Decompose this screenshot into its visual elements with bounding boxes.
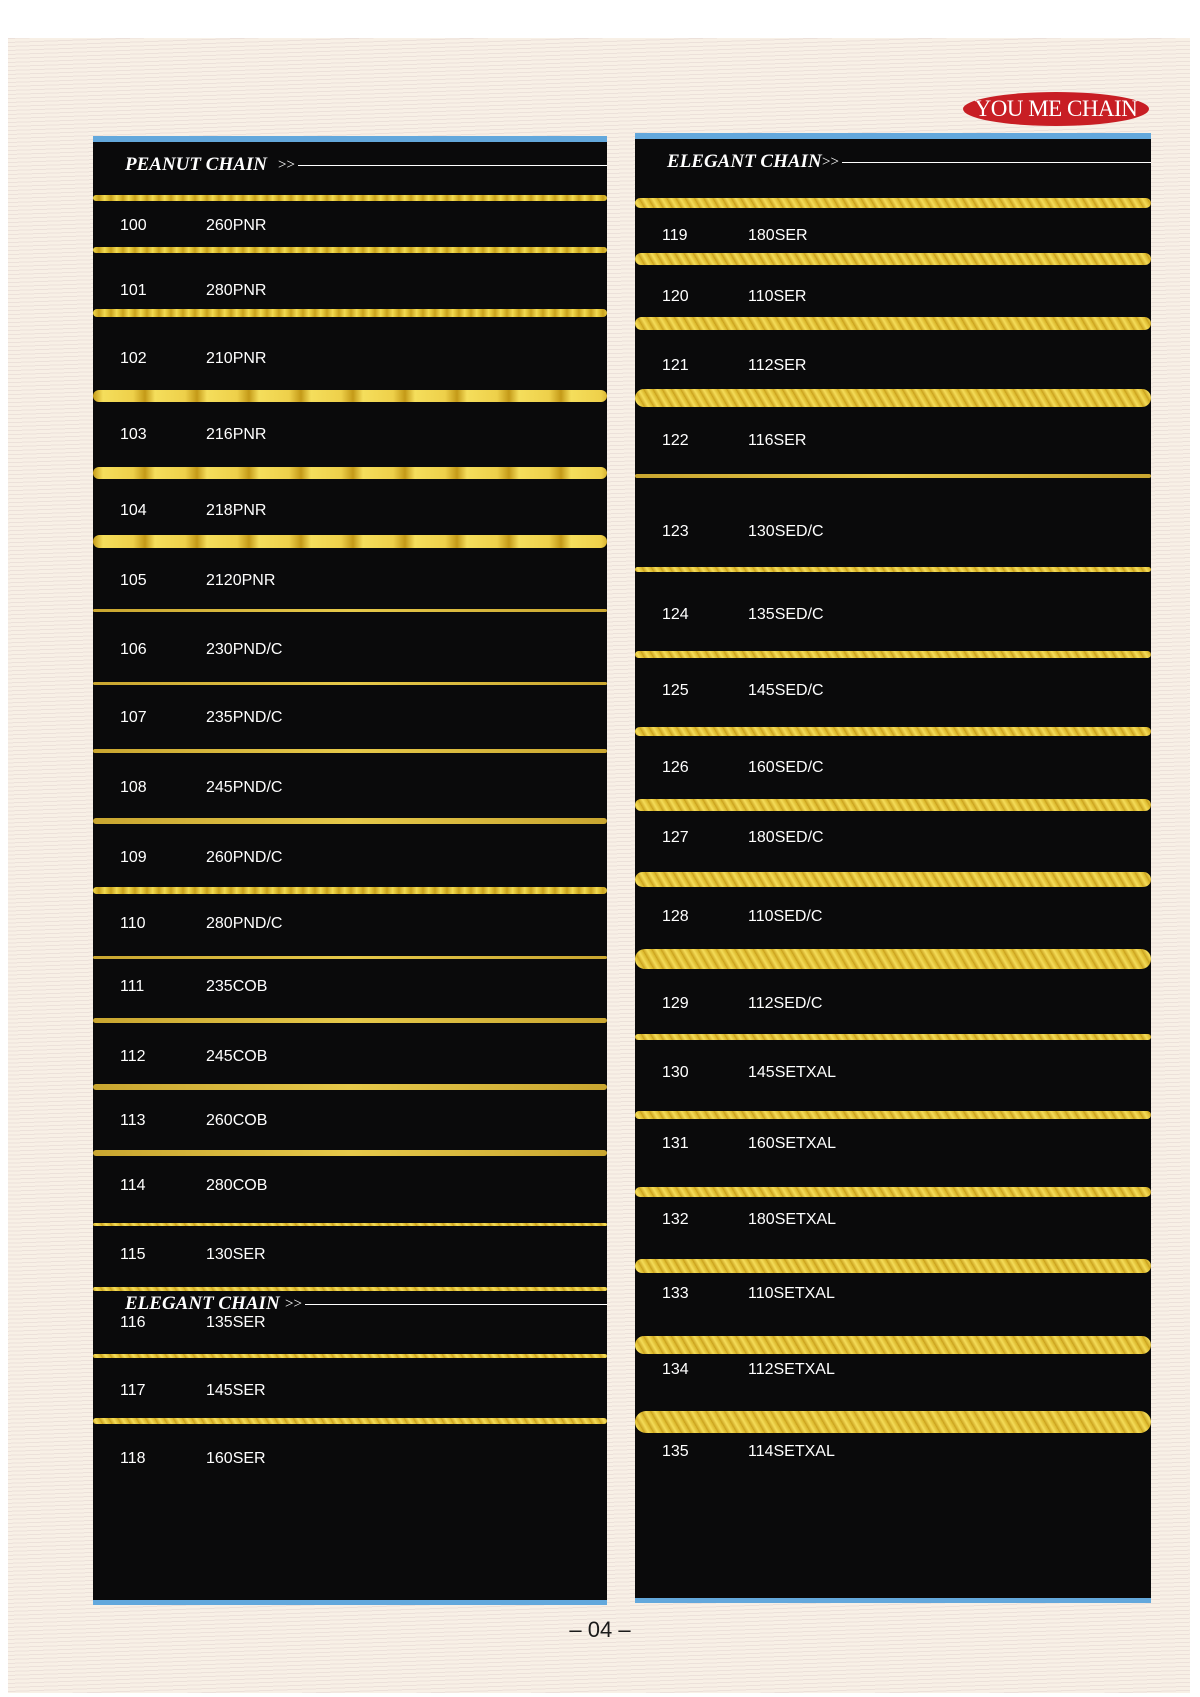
item-number: 100 (120, 217, 147, 234)
item-code: 218PNR (206, 502, 267, 519)
item-number: 103 (120, 426, 147, 443)
item-code: 110SETXAL (748, 1285, 835, 1302)
item-number: 124 (662, 606, 689, 623)
item-number: 134 (662, 1361, 689, 1378)
chain-item (93, 914, 607, 934)
item-number: 135 (662, 1443, 689, 1460)
item-code: 145SED/C (748, 682, 824, 699)
chain-item (93, 1111, 607, 1131)
chain-item (635, 605, 1151, 625)
chain-image (635, 1187, 1151, 1197)
brand-badge (963, 92, 1149, 126)
chain-image (635, 253, 1151, 265)
item-code: 235PND/C (206, 709, 283, 726)
item-code: 112SETXAL (748, 1361, 835, 1378)
item-code: 114SETXAL (748, 1443, 835, 1460)
item-code: 245COB (206, 1048, 268, 1065)
item-code: 216PNR (206, 426, 267, 443)
chain-image (635, 1259, 1151, 1273)
item-code: 135SED/C (748, 606, 824, 623)
item-code: 280PNR (206, 282, 267, 299)
section-rule (305, 1304, 607, 1305)
chain-item (635, 758, 1151, 778)
chain-image (93, 535, 607, 548)
chain-image (635, 198, 1151, 208)
item-code: 110SED/C (748, 908, 823, 925)
item-code: 280COB (206, 1177, 268, 1194)
item-number: 108 (120, 779, 147, 796)
chain-image (635, 567, 1151, 572)
item-code: 260PNR (206, 217, 267, 234)
chain-item (635, 1360, 1151, 1380)
chain-item (635, 431, 1151, 451)
chain-item (93, 1381, 607, 1401)
item-number: 128 (662, 908, 689, 925)
chain-item (93, 216, 607, 236)
item-code: 145SETXAL (748, 1064, 837, 1081)
chain-image (93, 818, 607, 824)
chain-item (635, 1442, 1151, 1462)
chain-image (93, 247, 607, 253)
chain-item (93, 1449, 607, 1469)
chain-image (635, 872, 1151, 887)
item-code: 280PND/C (206, 915, 283, 932)
item-number: 102 (120, 350, 147, 367)
item-code: 260COB (206, 1112, 268, 1129)
chain-item (635, 681, 1151, 701)
item-code: 116SER (748, 432, 807, 449)
item-code: 260PND/C (206, 849, 283, 866)
double-arrow-icon: >> (278, 157, 295, 173)
item-code: 135SER (206, 1314, 266, 1331)
item-code: 130SER (206, 1246, 266, 1263)
chain-item (93, 1047, 607, 1067)
item-code: 235COB (206, 978, 268, 995)
item-number: 133 (662, 1285, 689, 1302)
item-code: 180SER (748, 227, 808, 244)
item-number: 117 (120, 1382, 146, 1399)
item-code: 110SER (748, 288, 807, 305)
chain-item (93, 848, 607, 868)
item-code: 180SED/C (748, 829, 824, 846)
item-number: 121 (662, 357, 689, 374)
item-code: 160SER (206, 1450, 266, 1467)
chain-item (93, 501, 607, 521)
item-number: 116 (120, 1314, 146, 1331)
chain-image (93, 390, 607, 402)
chain-image (635, 1411, 1151, 1433)
section-title: ELEGANT CHAIN (667, 151, 822, 172)
chain-image (635, 949, 1151, 969)
item-code: 180SETXAL (748, 1211, 837, 1228)
chain-item (93, 571, 607, 591)
chain-image (93, 1287, 607, 1291)
chain-item (93, 349, 607, 369)
item-number: 105 (120, 572, 147, 589)
item-number: 125 (662, 682, 689, 699)
item-number: 127 (662, 829, 689, 846)
item-number: 101 (120, 282, 147, 299)
chain-image (93, 1018, 607, 1023)
page-number: – 04 – (569, 1617, 631, 1642)
item-number: 123 (662, 523, 689, 540)
chain-item (635, 522, 1151, 542)
item-number: 131 (662, 1135, 689, 1152)
chain-image (93, 1084, 607, 1090)
chain-item (93, 425, 607, 445)
item-number: 111 (120, 978, 145, 995)
item-number: 112 (120, 1048, 146, 1065)
chain-item (93, 640, 607, 660)
chain-item (635, 994, 1151, 1014)
item-code: 130SED/C (748, 523, 824, 540)
section-rule (842, 162, 1151, 163)
section-header-peanut-chain (93, 150, 607, 180)
item-number: 114 (120, 1177, 146, 1194)
chain-item (93, 1313, 607, 1333)
brand-label: YOU ME CHAIN (974, 96, 1138, 121)
chain-image (635, 389, 1151, 407)
double-arrow-icon: >> (285, 1296, 302, 1312)
chain-image (93, 887, 607, 894)
chain-item (635, 1063, 1151, 1083)
chain-image (635, 727, 1151, 736)
item-number: 126 (662, 759, 689, 776)
item-code: 160SED/C (748, 759, 824, 776)
chain-item (93, 708, 607, 728)
chain-item (635, 828, 1151, 848)
item-number: 130 (662, 1064, 689, 1081)
chain-item (93, 1176, 607, 1196)
chain-item (635, 1134, 1151, 1154)
item-number: 122 (662, 432, 689, 449)
left-chain-panel (93, 136, 607, 1605)
section-title: PEANUT CHAIN (125, 154, 267, 175)
chain-image (93, 609, 607, 612)
item-number: 110 (120, 915, 146, 932)
item-number: 120 (662, 288, 689, 305)
item-number: 129 (662, 995, 689, 1012)
chain-image (93, 749, 607, 753)
chain-item (635, 1284, 1151, 1304)
chain-image (635, 799, 1151, 811)
section-title: ELEGANT CHAIN (125, 1293, 280, 1314)
right-chain-panel (635, 133, 1151, 1603)
chain-image (635, 1111, 1151, 1119)
chain-image (93, 682, 607, 685)
chain-image (635, 317, 1151, 330)
item-number: 106 (120, 641, 147, 658)
chain-image (93, 467, 607, 479)
item-number: 113 (120, 1112, 146, 1129)
chain-image (635, 1336, 1151, 1354)
item-number: 119 (662, 227, 688, 244)
item-code: 230PND/C (206, 641, 283, 658)
item-number: 115 (120, 1246, 146, 1263)
chain-item (635, 226, 1151, 246)
item-number: 118 (120, 1450, 146, 1467)
chain-image (93, 1150, 607, 1156)
chain-image (635, 474, 1151, 478)
item-code: 210PNR (206, 350, 267, 367)
chain-item (93, 778, 607, 798)
item-code: 145SER (206, 1382, 266, 1399)
chain-item (635, 287, 1151, 307)
section-header-elegant-chain (635, 147, 1151, 177)
section-rule (298, 165, 607, 166)
chain-item (635, 356, 1151, 376)
chain-item (93, 281, 607, 301)
item-code: 2120PNR (206, 572, 276, 589)
item-code: 160SETXAL (748, 1135, 837, 1152)
item-number: 104 (120, 502, 147, 519)
chain-image (93, 1418, 607, 1424)
chain-image (635, 1034, 1151, 1040)
chain-item (93, 977, 607, 997)
item-number: 107 (120, 709, 147, 726)
chain-image (93, 956, 607, 959)
item-code: 112SER (748, 357, 807, 374)
chain-item (93, 1245, 607, 1265)
chain-image (93, 1223, 607, 1226)
chain-item (635, 1210, 1151, 1230)
chain-image (93, 309, 607, 317)
item-number: 132 (662, 1211, 689, 1228)
double-arrow-icon: >> (822, 154, 839, 170)
item-number: 109 (120, 849, 147, 866)
chain-image (93, 1354, 607, 1358)
chain-image (635, 651, 1151, 658)
chain-image (93, 195, 607, 201)
item-code: 245PND/C (206, 779, 283, 796)
chain-item (635, 907, 1151, 927)
item-code: 112SED/C (748, 995, 823, 1012)
